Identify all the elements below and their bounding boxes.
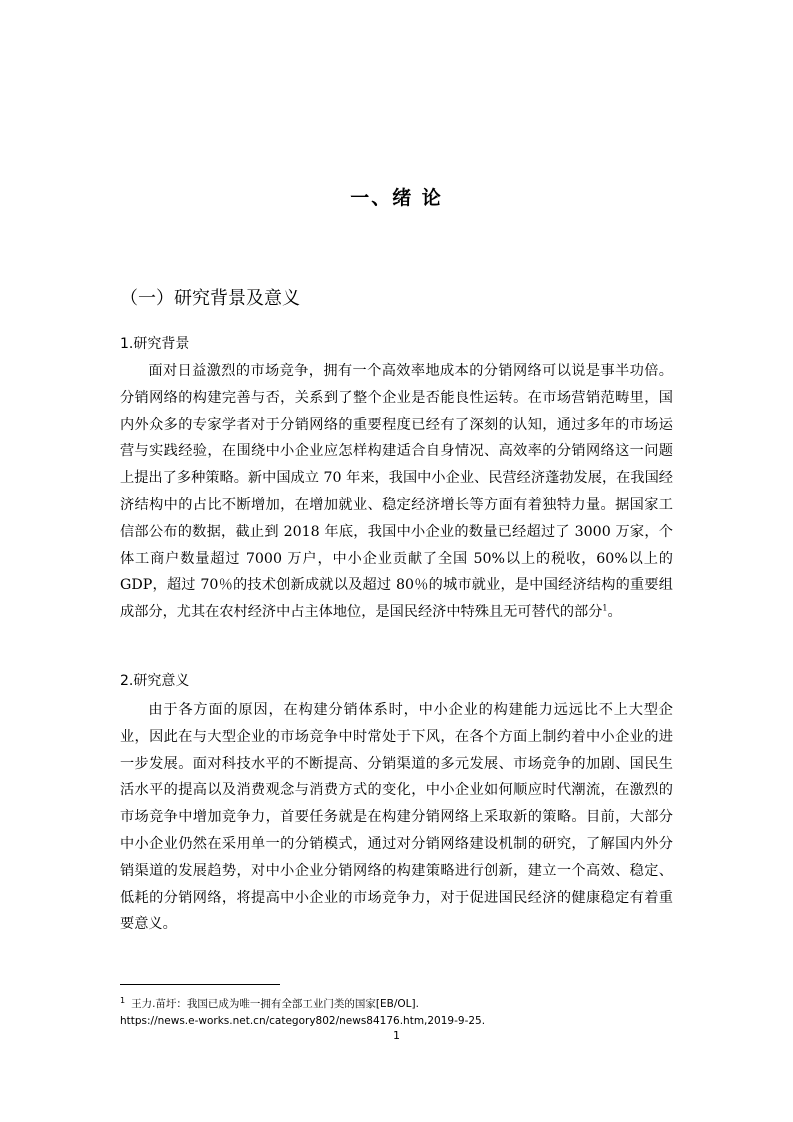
section-title: （一）研究背景及意义 [120,288,300,309]
background-text: 面对日益激烈的市场竞争，拥有一个高效率地成本的分销网络可以说是事半功倍。分销网络的构建完善与否，关系到了整个企业是否能良性运转。在市场营销范畴里，国内外众多的专家学者对于分销网络的重要程度已经有了深刻的认知，通过多年的市场运营与实践经验，在围绕中小企业应怎样构建适合自身情况、高效率的分销网络这一问题上提出了多种策略。新中国成立 70 年来，我国中小企业、民营经济蓬勃发展，在我国经济结构中的占比不断增加，在增加就业、稳定经济增长等方面有着独特力量。据国家工信部公布的数据，截止到 2018 年底，我国中小企业的数量已经超过了 3000 万家，个体工商户数量超过 7000 万户，中小企业贡献了全国 50%以上的税收，60%以上的 GDP，超过 70％的技术创新成就以及超过 80％的城市就业，是中国经济结构的重要组成部分，尤其在农村经济中占主体地位，是国民经济中特殊且无可替代的部分 [120,363,673,621]
footnote-line-1 [120,996,680,1013]
page-number: 1 [393,1029,400,1042]
significance-paragraph: 由于各方面的原因，在构建分销体系时，中小企业的构建能力远远比不上大型企业，因此在与大型企业的市场竞争中时常处于下风，在各个方面上制约着中小企业的进一步发展。面对科技水平的不断提高、分销渠道的多元发展、市场竞争的加剧、国民生活水平的提高以及消费观念与消费方式的变化，中小企业如何顺应时代潮流，在激烈的市场竞争中增加竞争力，首要任务就是在构建分销网络上采取新的策略。目前，大部分中小企业仍然在采用单一的分销模式，通过对分销网络建设机制的研究，了解国内外分销渠道的发展趋势，对中小企业分销网络的构建策略进行创新，建立一个高效、稳定、低耗的分销网络，将提高中小企业的市场竞争力，对于促进国民经济的健康稳定有着重要意义。 [120,702,673,933]
background-heading: 1.研究背景 [120,336,190,352]
background-paragraph [120,358,673,626]
footnote [120,996,680,1030]
footnote-url[interactable]: https://news.e-works.net.cn/category802/news84176.htm,2019-9-25. [120,1015,486,1027]
footnote-mark: 1 [120,995,126,1005]
footnote-reference[interactable]: 1 [602,603,608,613]
chapter-title: 一、绪 论 [350,187,443,209]
footnote-divider [120,984,280,985]
background-text-tail: 。 [607,604,622,621]
significance-heading: 2.研究意义 [120,673,190,689]
footnote-citation: 王力.苗圩：我国已成为唯一拥有全部工业门类的国家[EB/OL]. [131,998,419,1010]
